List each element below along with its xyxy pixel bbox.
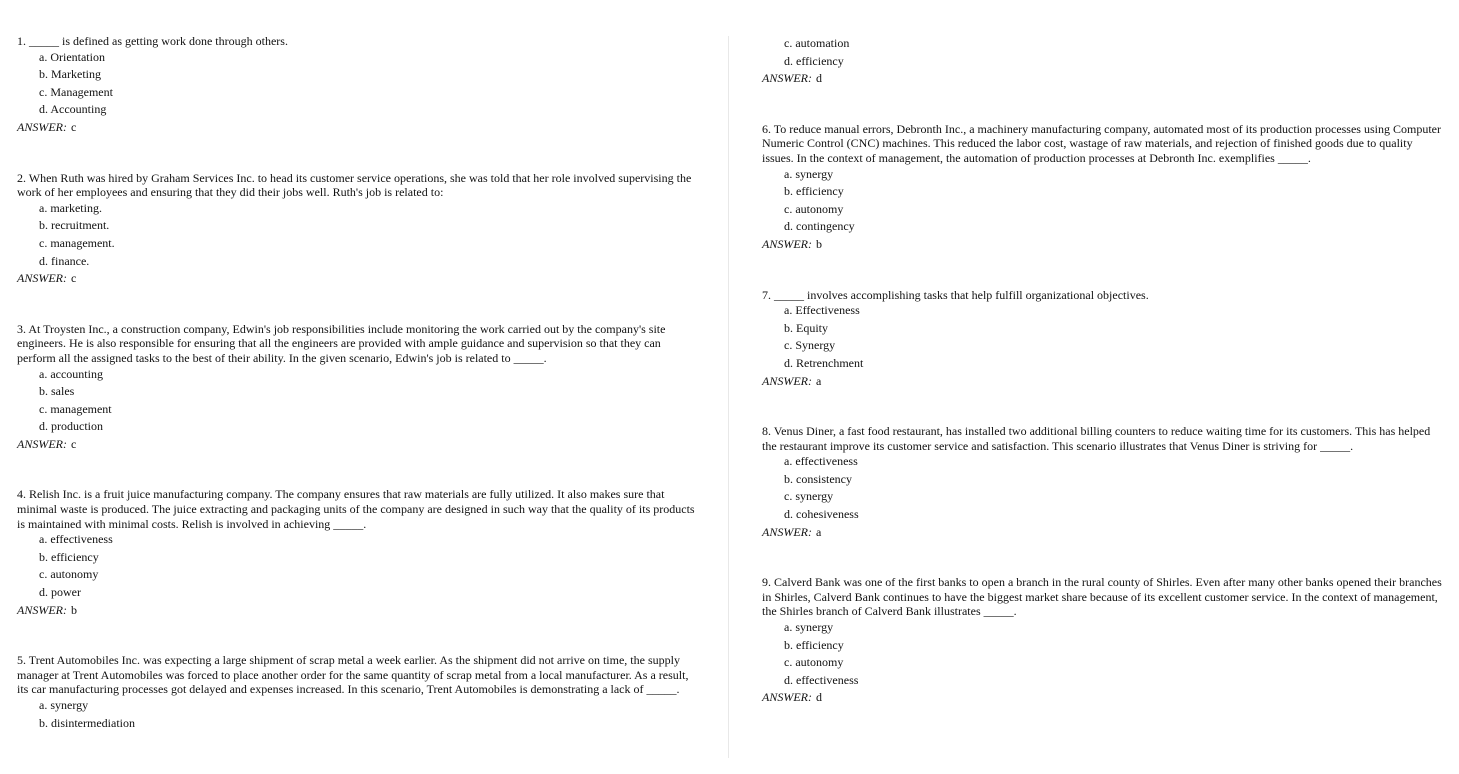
spacer — [762, 390, 1442, 423]
option-list — [17, 697, 697, 732]
answer-line — [17, 270, 697, 288]
option-d: d. cohesiveness — [784, 507, 859, 522]
option-a: a. synergy — [39, 698, 89, 712]
answer-label: ANSWER: — [17, 436, 67, 451]
spacer — [17, 288, 697, 321]
question-stem: 6. To reduce manual errors, Debronth Inc., a machinery manufacturing company, automated most of its production processes using Computer Numeric Control (CNC) machines. This reduced the labor cost, wastage of raw materials, and rejection of finished goods due to quality issues. In the context of management, the automation of production processes at Debronth Inc. exemplifies _____. — [762, 121, 1441, 165]
option-b: b. Equity — [784, 320, 828, 335]
option-c: c. Management — [39, 84, 113, 99]
answer-label: ANSWER: — [762, 524, 812, 539]
question-9 — [762, 574, 1442, 707]
question-stem: 1. _____ is defined as getting work done through others. — [17, 34, 288, 48]
option-c: c. autonomy — [784, 201, 844, 216]
option-b: b. efficiency — [39, 549, 99, 564]
option-a: a. synergy — [784, 166, 834, 181]
spacer — [17, 453, 697, 486]
answer-line — [762, 70, 1442, 88]
answer-value: c — [71, 271, 77, 286]
question-stem: 4. Relish Inc. is a fruit juice manufacturing company. The company ensures that raw materials are fully utilized. It also makes sure that minimal waste is produced. The juice extracting and packaging units of the company are designed in such way that the quality of its products is maintained with minimal costs. Relish is involved in achieving _____. — [17, 487, 695, 531]
answer-label: ANSWER: — [762, 236, 812, 251]
option-a: a. marketing. — [39, 200, 102, 215]
option-list — [17, 200, 697, 270]
question-stem: 5. Trent Automobiles Inc. was expecting a large shipment of scrap metal a week earlier. As the shipment did not arrive on time, the supply manager at Trent Automobiles was forced to place another order for the same quantity of scrap metal from a local manufacturer. As a result, its car manufacturing processes got delayed and expenses increased. In this scenario, Trent Automobiles is demonstrating a lack of _____. — [17, 653, 689, 697]
answer-value: c — [71, 436, 77, 451]
question-8 — [762, 423, 1442, 541]
option-b: b. efficiency — [784, 637, 844, 652]
column-divider — [728, 36, 729, 758]
option-list — [17, 531, 697, 601]
question-6 — [762, 121, 1442, 254]
option-a: a. effectiveness — [39, 532, 113, 547]
option-list — [762, 302, 1442, 372]
answer-label: ANSWER: — [17, 602, 67, 617]
answer-line — [17, 602, 697, 620]
answer-line — [762, 373, 1442, 391]
option-a: a. Effectiveness — [784, 303, 860, 318]
option-d: d. production — [39, 419, 103, 434]
option-list — [762, 453, 1442, 523]
option-b: b. consistency — [784, 471, 852, 486]
option-b: b. efficiency — [784, 184, 844, 199]
option-c: c. automation — [784, 36, 850, 50]
question-3 — [17, 321, 697, 454]
option-list — [17, 49, 697, 119]
question-stem: 7. _____ involves accomplishing tasks that help fulfill organizational objectives. — [762, 287, 1149, 302]
answer-value: a — [816, 524, 822, 539]
spacer — [17, 137, 697, 170]
answer-value: b — [71, 602, 77, 617]
right-column — [762, 35, 1442, 707]
option-c: c. Synergy — [784, 338, 836, 353]
option-d: d. effectiveness — [784, 672, 859, 687]
answer-value: d — [816, 71, 822, 86]
question-stem: 8. Venus Diner, a fast food restaurant, has installed two additional billing counters to reduce waiting time for its customers. This has helped the restaurant improve its customer service and satisfaction. This scenario illustrates that Venus Diner is striving for _____. — [762, 424, 1431, 453]
option-a: a. Orientation — [39, 49, 105, 64]
question-2 — [17, 170, 697, 288]
option-b: b. recruitment. — [39, 218, 110, 233]
question-stem: 9. Calverd Bank was one of the first banks to open a branch in the rural county of Shirles. Even after many other banks opened their branches in Shirles, Calverd Bank continues to have the biggest market share because of its excellent customer service. In the context of management, the Shirles branch of Calverd Bank illustrates _____. — [762, 575, 1442, 619]
option-c: c. autonomy — [39, 567, 99, 582]
answer-value: d — [816, 690, 822, 705]
answer-line — [762, 689, 1442, 707]
option-c: c. synergy — [784, 489, 834, 504]
answer-line — [762, 524, 1442, 542]
option-c: c. autonomy — [784, 655, 844, 670]
question-1 — [17, 33, 697, 137]
option-b: b. Marketing — [39, 67, 101, 82]
option-d: d. Retrenchment — [784, 355, 864, 370]
answer-value: c — [71, 119, 77, 134]
answer-value: a — [816, 373, 822, 388]
option-d: d. Accounting — [39, 102, 107, 117]
question-7 — [762, 287, 1442, 391]
spacer — [17, 619, 697, 652]
option-list — [762, 619, 1442, 689]
option-b: b. disintermediation — [39, 715, 135, 730]
option-c: c. management. — [39, 235, 115, 250]
question-5 — [17, 652, 697, 732]
option-d: d. finance. — [39, 253, 90, 268]
option-d: d. efficiency — [784, 53, 844, 68]
option-list — [762, 166, 1442, 236]
answer-line — [762, 236, 1442, 254]
option-c: c. management — [39, 401, 112, 416]
question-stem: 2. When Ruth was hired by Graham Services Inc. to head its customer service operations, she was told that her role involved supervising the work of her employees and ensuring that they did their jobs well. Ruth's job is related to: — [17, 170, 692, 200]
question-5-continued — [762, 35, 1442, 88]
answer-line — [17, 436, 697, 454]
option-a: a. effectiveness — [784, 454, 858, 469]
answer-label: ANSWER: — [762, 373, 812, 388]
option-b: b. sales — [39, 384, 75, 399]
question-4 — [17, 486, 697, 619]
answer-label: ANSWER: — [762, 71, 812, 86]
answer-line — [17, 119, 697, 137]
option-a: a. synergy — [784, 620, 834, 635]
spacer — [762, 254, 1442, 287]
answer-value: b — [816, 236, 822, 251]
spacer — [762, 541, 1442, 574]
option-a: a. accounting — [39, 366, 103, 381]
answer-label: ANSWER: — [762, 690, 812, 705]
question-stem: 3. At Troysten Inc., a construction company, Edwin's job responsibilities include monitoring the work carried out by the company's site engineers. He is also responsible for ensuring that all the engineers are provided with ample guidance and supervision so that they can perform all the assigned tasks to the best of their ability. In the given scenario, Edwin's job is related to _____. — [17, 321, 666, 365]
answer-label: ANSWER: — [17, 271, 67, 286]
left-column — [17, 33, 697, 732]
option-list — [17, 366, 697, 436]
option-d: d. contingency — [784, 219, 855, 234]
option-d: d. power — [39, 585, 81, 600]
option-list — [762, 35, 1442, 70]
answer-label: ANSWER: — [17, 119, 67, 134]
spacer — [762, 88, 1442, 121]
